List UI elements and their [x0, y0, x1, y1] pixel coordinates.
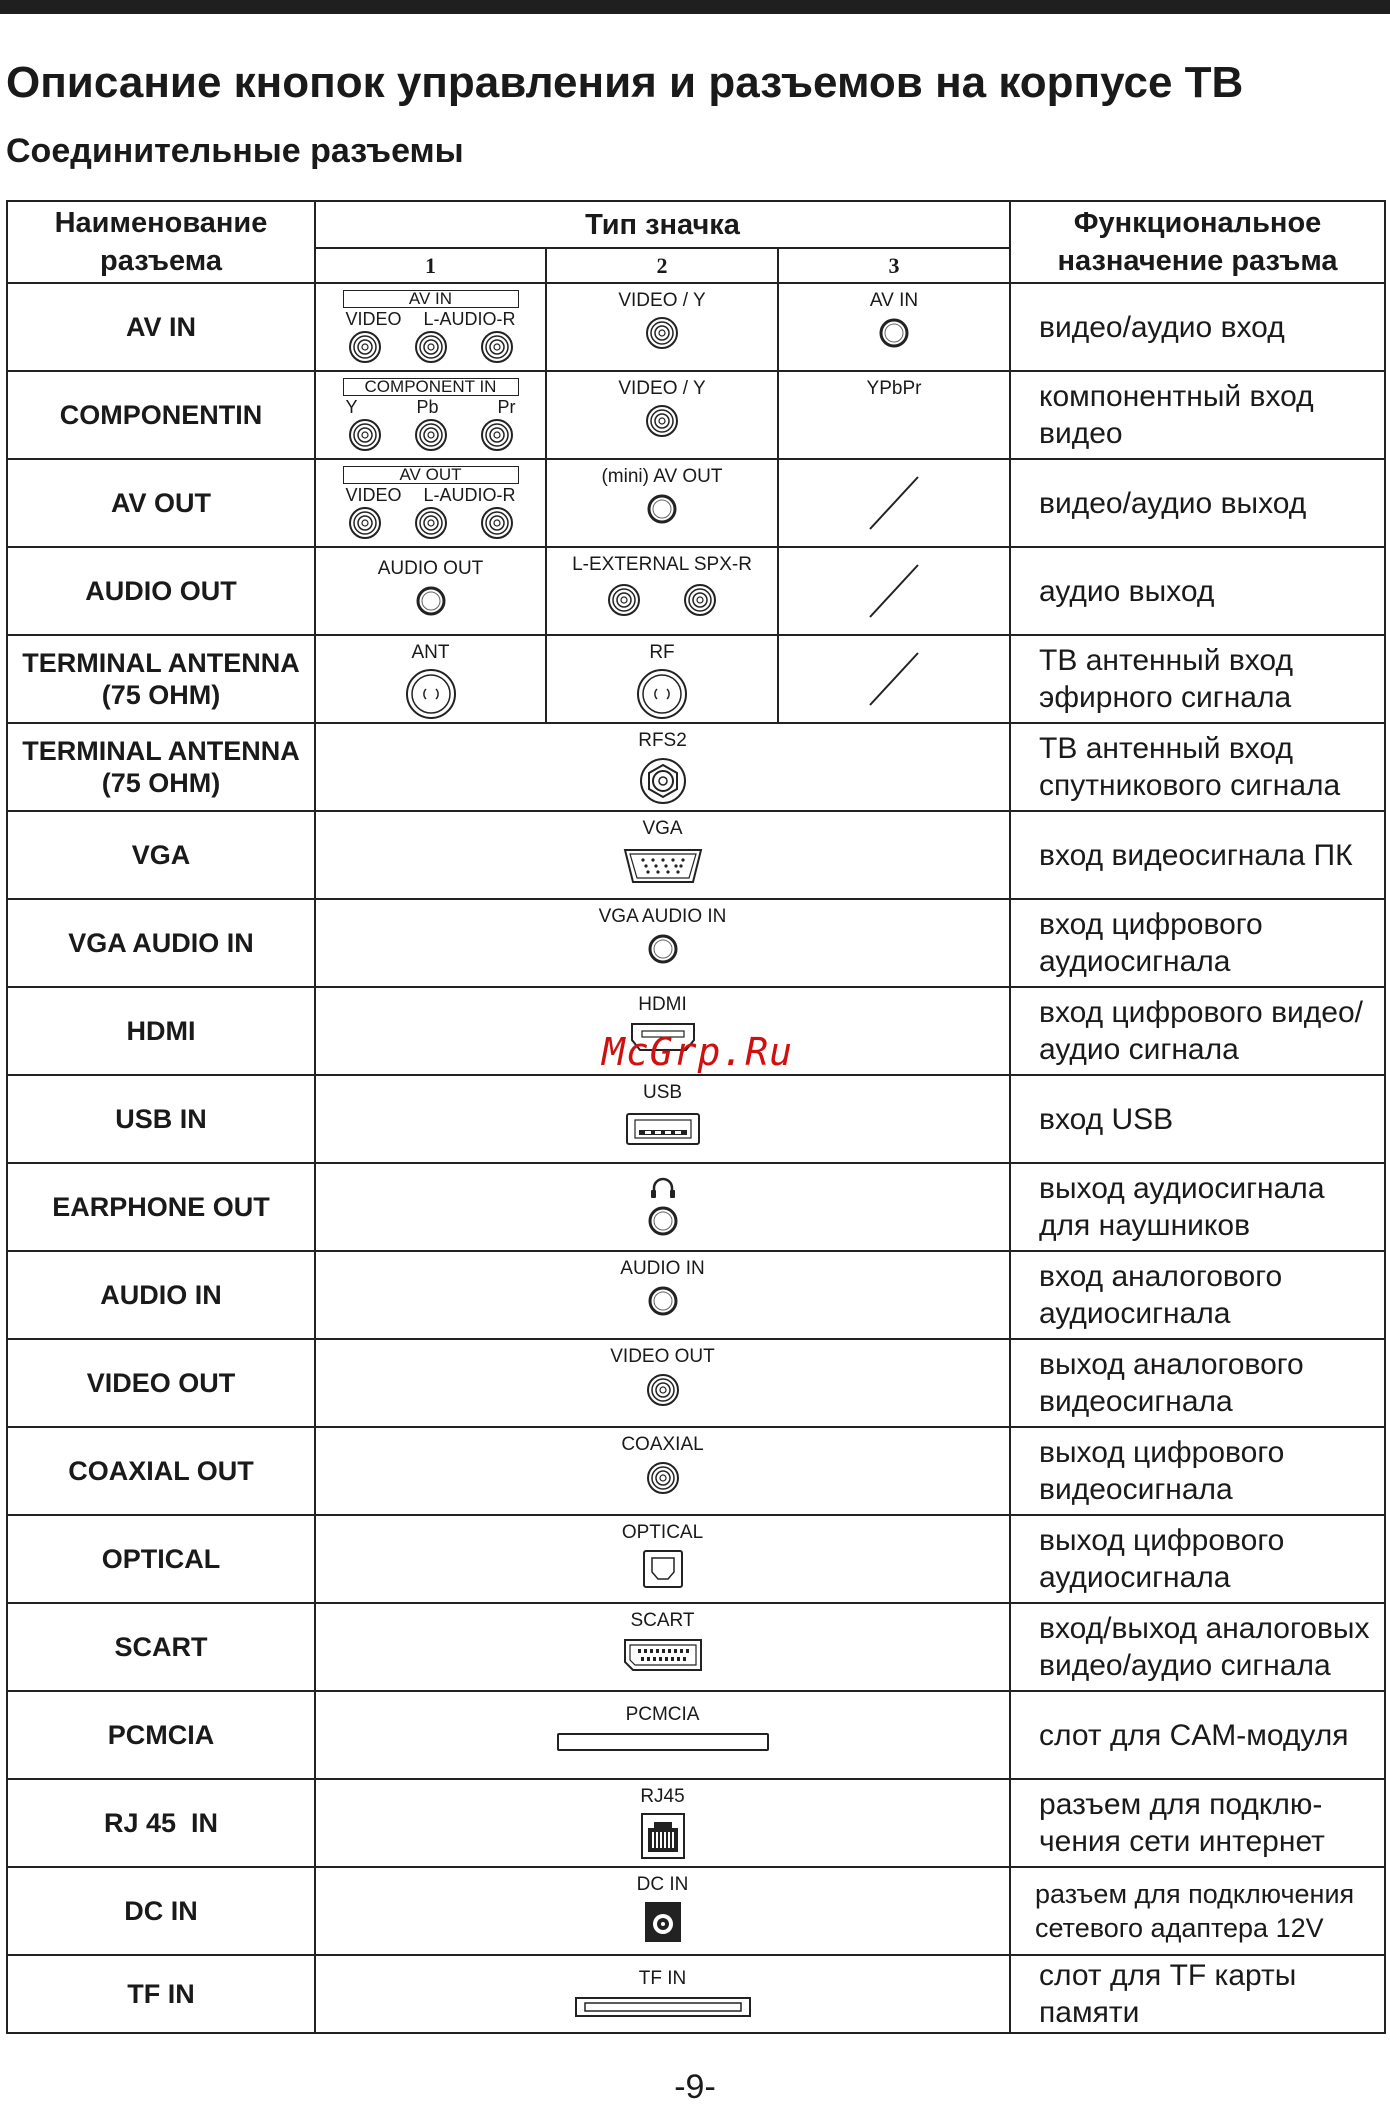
connector-description: вход цифрового видео/аудио сигнала	[1010, 987, 1385, 1075]
subheader-col-2: 2	[546, 248, 778, 283]
connector-description: ТВ антенный вход эфирного сигнала	[1010, 635, 1385, 723]
rca-jack-icon	[415, 507, 447, 539]
icon-label: HDMI	[638, 994, 687, 1015]
table-row	[7, 1955, 1385, 2033]
jack-label: VIDEO	[345, 485, 402, 505]
rca-jack-icon	[645, 404, 679, 438]
antenna-jack-icon	[636, 668, 688, 720]
section-subtitle: Соединительные разъемы	[6, 132, 464, 170]
icon-label: RFS2	[638, 730, 687, 751]
icon-cell	[315, 1075, 1010, 1163]
table-row	[7, 899, 1385, 987]
icon-cell-2	[546, 547, 778, 635]
not-applicable-slash-icon	[864, 644, 924, 714]
rca-jack-icon	[645, 316, 679, 350]
table-row	[7, 723, 1385, 811]
connector-name: COAXIAL OUT	[7, 1427, 315, 1515]
connector-name: VIDEO OUT	[7, 1339, 315, 1427]
connector-name: TERMINAL ANTENNA (75 OHM)	[7, 723, 315, 811]
icon-label: OPTICAL	[621, 1522, 704, 1543]
icon-label: PCMCIA	[625, 1704, 700, 1725]
icon-cell-1	[315, 371, 546, 459]
dc-power-jack-icon	[643, 1900, 683, 1944]
connector-name: SCART	[7, 1603, 315, 1691]
icon-label: AUDIO IN	[620, 1258, 705, 1279]
connector-description: выход аудиосигнала для наушников	[1010, 1163, 1385, 1251]
icon-label: AV IN	[869, 290, 919, 311]
rca-jack-icon	[604, 580, 644, 620]
subheader-col-3: 3	[778, 248, 1010, 283]
connector-description: разъем для подклю-чения сети интернет	[1010, 1779, 1385, 1867]
table-row	[7, 283, 1385, 371]
table-row	[7, 459, 1385, 547]
connector-description: видео/аудио вход	[1010, 283, 1385, 371]
icon-cell	[315, 1779, 1010, 1867]
icon-cell	[315, 1867, 1010, 1955]
icon-label: VIDEO / Y	[618, 378, 706, 399]
icon-cell-2	[546, 283, 778, 371]
connector-name: PCMCIA	[7, 1691, 315, 1779]
connector-description: вход/выход аналоговых видео/аудио сигнала	[1010, 1603, 1385, 1691]
icon-cell	[315, 1163, 1010, 1251]
rca-jack-icon	[349, 419, 381, 451]
connector-description: выход цифрового видеосигнала	[1010, 1427, 1385, 1515]
mini-jack-icon	[646, 1204, 680, 1238]
jack-label: L-AUDIO-R	[423, 485, 516, 505]
not-applicable-slash-icon	[864, 468, 924, 538]
connector-description: вход USB	[1010, 1075, 1385, 1163]
connector-name: AUDIO OUT	[7, 547, 315, 635]
table-row	[7, 1779, 1385, 1867]
icon-group-label: COMPONENT IN	[343, 378, 519, 396]
connector-description: ТВ антенный вход спутникового сигнала	[1010, 723, 1385, 811]
antenna-jack-icon	[405, 668, 457, 720]
usb-port-icon	[623, 1108, 703, 1148]
connector-name: OPTICAL	[7, 1515, 315, 1603]
table-row	[7, 547, 1385, 635]
connector-description: вход аналогового аудиосигнала	[1010, 1251, 1385, 1339]
connector-description: вход цифрового аудиосигнала	[1010, 899, 1385, 987]
icon-label: COAXIAL	[621, 1434, 704, 1455]
watermark: McGrp.Ru	[602, 1030, 794, 1074]
connector-name: VGA	[7, 811, 315, 899]
icon-cell	[315, 1251, 1010, 1339]
icon-cell-3-empty	[778, 635, 1010, 723]
mini-jack-icon	[645, 492, 679, 526]
jack-label: VIDEO	[345, 309, 402, 329]
icon-label: TF IN	[638, 1968, 687, 1989]
icon-group-label: AV IN	[343, 290, 519, 308]
connector-name: RJ 45 IN	[7, 1779, 315, 1867]
connector-name: AV OUT	[7, 459, 315, 547]
icon-cell	[315, 899, 1010, 987]
icon-label: (mini) AV OUT	[601, 466, 723, 487]
icon-label: YPbPr	[866, 378, 922, 399]
satellite-f-connector-icon	[638, 756, 688, 806]
icon-label: RJ45	[640, 1786, 685, 1807]
icon-label: VIDEO OUT	[610, 1346, 715, 1367]
scart-port-icon	[621, 1636, 705, 1674]
not-applicable-slash-icon	[864, 556, 924, 626]
connector-description: аудио выход	[1010, 547, 1385, 635]
icon-label: L-EXTERNAL SPX-R	[572, 554, 752, 575]
connector-description: выход аналогового видеосигнала	[1010, 1339, 1385, 1427]
mini-jack-icon	[646, 1284, 680, 1318]
page-number: -9-	[674, 2068, 716, 2106]
icon-label: AUDIO OUT	[377, 558, 484, 579]
table-row	[7, 1163, 1385, 1251]
rca-jack-icon	[349, 507, 381, 539]
table-row	[7, 1251, 1385, 1339]
subheader-col-1: 1	[315, 248, 546, 283]
rca-jack-icon	[481, 507, 513, 539]
connector-description: видео/аудио выход	[1010, 459, 1385, 547]
icon-cell-3-empty	[778, 547, 1010, 635]
icon-cell	[315, 1603, 1010, 1691]
icon-cell	[315, 811, 1010, 899]
table-row	[7, 1603, 1385, 1691]
vga-port-icon	[621, 844, 705, 888]
tf-card-slot-icon	[573, 1994, 753, 2020]
icon-cell	[315, 1691, 1010, 1779]
icon-cell-2	[546, 371, 778, 459]
icon-cell	[315, 1427, 1010, 1515]
icon-cell-3	[778, 283, 1010, 371]
icon-cell	[315, 723, 1010, 811]
rca-jack-icon	[415, 419, 447, 451]
icon-label: DC IN	[636, 1874, 689, 1895]
connector-name: VGA AUDIO IN	[7, 899, 315, 987]
pcmcia-slot-icon	[555, 1730, 771, 1754]
icon-cell-1	[315, 635, 546, 723]
table-row	[7, 371, 1385, 459]
connector-name: TERMINAL ANTENNA (75 OHM)	[7, 635, 315, 723]
icon-cell-2	[546, 635, 778, 723]
headphones-icon	[648, 1174, 678, 1200]
page-title: Описание кнопок управления и разъемов на корпусе ТВ	[6, 58, 1244, 107]
jack-label: L-AUDIO-R	[423, 309, 516, 329]
table-row	[7, 1075, 1385, 1163]
connector-name: COMPONENTIN	[7, 371, 315, 459]
rca-jack-icon	[415, 331, 447, 363]
table-row	[7, 811, 1385, 899]
icon-label: VGA	[642, 818, 683, 839]
connector-description: вход видеосигнала ПК	[1010, 811, 1385, 899]
icon-cell-1	[315, 283, 546, 371]
icon-cell-1	[315, 459, 546, 547]
connector-name: AUDIO IN	[7, 1251, 315, 1339]
top-bar	[0, 0, 1390, 14]
icon-group-label: AV OUT	[343, 466, 519, 484]
icon-cell-3	[778, 371, 1010, 459]
icon-cell	[315, 1955, 1010, 2033]
connector-name: DC IN	[7, 1867, 315, 1955]
icon-cell	[315, 1515, 1010, 1603]
rca-jack-icon	[481, 419, 513, 451]
connector-name: AV IN	[7, 283, 315, 371]
connector-name: EARPHONE OUT	[7, 1163, 315, 1251]
icon-cell-1	[315, 547, 546, 635]
header-function: Функциональное назначение разъма	[1010, 201, 1385, 283]
table-row	[7, 1339, 1385, 1427]
rj45-port-icon	[638, 1812, 688, 1860]
optical-port-icon	[641, 1548, 685, 1590]
connector-description: разъем для подключения сетевого адаптера 12V	[1010, 1867, 1385, 1955]
rca-jack-icon	[349, 331, 381, 363]
connector-description: слот для TF карты памяти	[1010, 1955, 1385, 2033]
connectors-table	[6, 200, 1386, 2034]
mini-jack-icon	[646, 932, 680, 966]
jack-label: Y	[345, 397, 358, 417]
icon-label: VGA AUDIO IN	[598, 906, 727, 927]
jack-label: Pb	[416, 397, 439, 417]
table-row	[7, 635, 1385, 723]
icon-cell	[315, 1339, 1010, 1427]
table-row	[7, 1867, 1385, 1955]
connector-description: выход цифрового аудиосигнала	[1010, 1515, 1385, 1603]
icon-cell-3-empty	[778, 459, 1010, 547]
rca-jack-icon	[680, 580, 720, 620]
connector-description: компонентный вход видео	[1010, 371, 1385, 459]
icon-label: ANT	[411, 642, 450, 663]
rca-jack-icon	[645, 1372, 681, 1408]
header-icon-type: Тип значка	[315, 201, 1010, 248]
table-row	[7, 1427, 1385, 1515]
icon-label: SCART	[630, 1610, 695, 1631]
table-row	[7, 1515, 1385, 1603]
icon-label: USB	[642, 1082, 683, 1103]
connector-description: слот для CAM-модуля	[1010, 1691, 1385, 1779]
connector-name: HDMI	[7, 987, 315, 1075]
header-connector-name: Наименование разъема	[7, 201, 315, 283]
coaxial-jack-icon	[645, 1460, 681, 1496]
jack-label: Pr	[497, 397, 516, 417]
rca-jack-icon	[481, 331, 513, 363]
mini-jack-icon	[414, 584, 448, 618]
connector-name: TF IN	[7, 1955, 315, 2033]
icon-cell-2	[546, 459, 778, 547]
table-row	[7, 1691, 1385, 1779]
icon-label: RF	[649, 642, 675, 663]
mini-jack-icon	[877, 316, 911, 350]
connector-name: USB IN	[7, 1075, 315, 1163]
icon-label: VIDEO / Y	[618, 290, 706, 311]
